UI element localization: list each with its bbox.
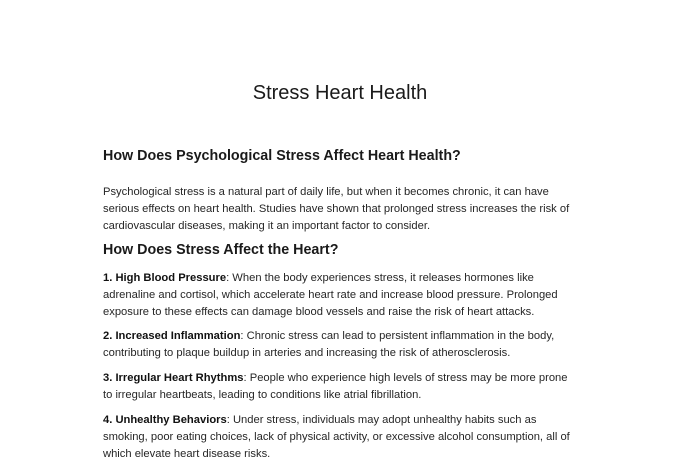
list-item bbox=[103, 328, 571, 362]
item-text: : Chronic stress can lead to persistent inflammation in the body, contributing to plaque buildup in arteries and increasing the risk of atherosclerosis. bbox=[103, 330, 555, 359]
list-item bbox=[103, 412, 571, 463]
item-label: 2. Increased Inflammation bbox=[103, 330, 241, 342]
document-title: Stress Heart Health bbox=[252, 82, 428, 104]
list-item bbox=[103, 370, 571, 404]
intro-paragraph: Psychological stress is a natural part of daily life, but when it becomes chronic, it can have serious effects on heart health. Studies have shown that prolonged stress increases the risk of cardiovascular diseases, making it an important factor to consider. bbox=[103, 186, 570, 232]
item-text: : When the body experiences stress, it releases hormones like adrenaline and cortisol, which accelerate heart rate and increase blood pressure. Prolonged exposure to these effects can damage blood vessels and raise the risk of heart attacks. bbox=[103, 272, 558, 318]
list-item bbox=[103, 270, 571, 321]
section-heading: How Does Stress Affect the Heart? bbox=[103, 242, 339, 258]
item-text: : Under stress, individuals may adopt unhealthy habits such as smoking, poor eating choices, lack of physical activity, or excessive alcohol consumption, all of which elevate heart disease risks. bbox=[103, 414, 570, 460]
item-label: 4. Unhealthy Behaviors bbox=[103, 414, 227, 426]
item-label: 3. Irregular Heart Rhythms bbox=[103, 372, 244, 384]
item-text: : People who experience high levels of stress may be more prone to irregular heartbeats, leading to conditions like atrial fibrillation. bbox=[103, 372, 568, 401]
item-label: 1. High Blood Pressure bbox=[103, 272, 227, 284]
section-heading: How Does Psychological Stress Affect Heart Health? bbox=[103, 148, 461, 164]
